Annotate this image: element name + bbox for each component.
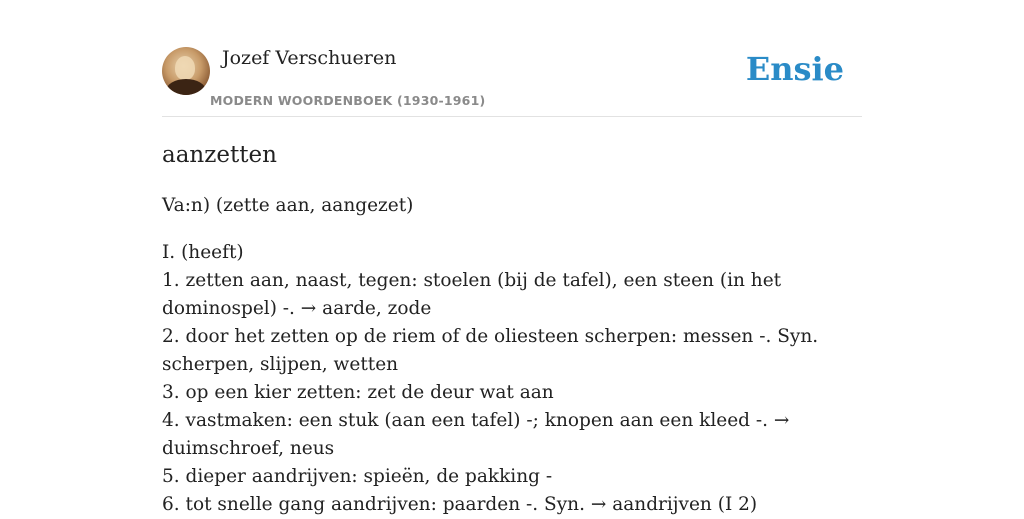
page-container: [162, 0, 862, 515]
author-avatar[interactable]: [162, 47, 210, 95]
definition-list: [162, 239, 862, 519]
definition-line: 1. zetten aan, naast, tegen: stoelen (bij de tafel), een steen (in het dominospel) -. → aarde, zode: [162, 270, 782, 319]
avatar-coat: [166, 79, 206, 95]
entry-header: [162, 0, 862, 117]
definition-line: 2. door het zetten op de riem of de oliesteen scherpen: messen -. Syn. scherpen, slijpen, wetten: [162, 326, 819, 375]
definition-line: I. (heeft): [162, 242, 244, 263]
avatar-face: [175, 56, 195, 80]
ensie-logo[interactable]: Ensie: [745, 50, 844, 88]
definition-line: 5. dieper aandrijven: spieën, de pakking -: [162, 466, 553, 487]
entry-title: aanzetten: [162, 142, 277, 168]
author-name[interactable]: Jozef Verschueren: [222, 47, 397, 69]
definition-line: 4. vastmaken: een stuk (aan een tafel) -; knopen aan een kleed -. → duimschroef, neus: [162, 410, 790, 459]
definition-line: 3. op een kier zetten: zet de deur wat aan: [162, 382, 554, 403]
grammar-info: Va:n) (zette aan, aangezet): [162, 195, 414, 216]
source-label[interactable]: MODERN WOORDENBOEK (1930-1961): [210, 93, 486, 108]
definition-line: 6. tot snelle gang aandrijven: paarden -. Syn. → aandrijven (I 2): [162, 494, 758, 515]
